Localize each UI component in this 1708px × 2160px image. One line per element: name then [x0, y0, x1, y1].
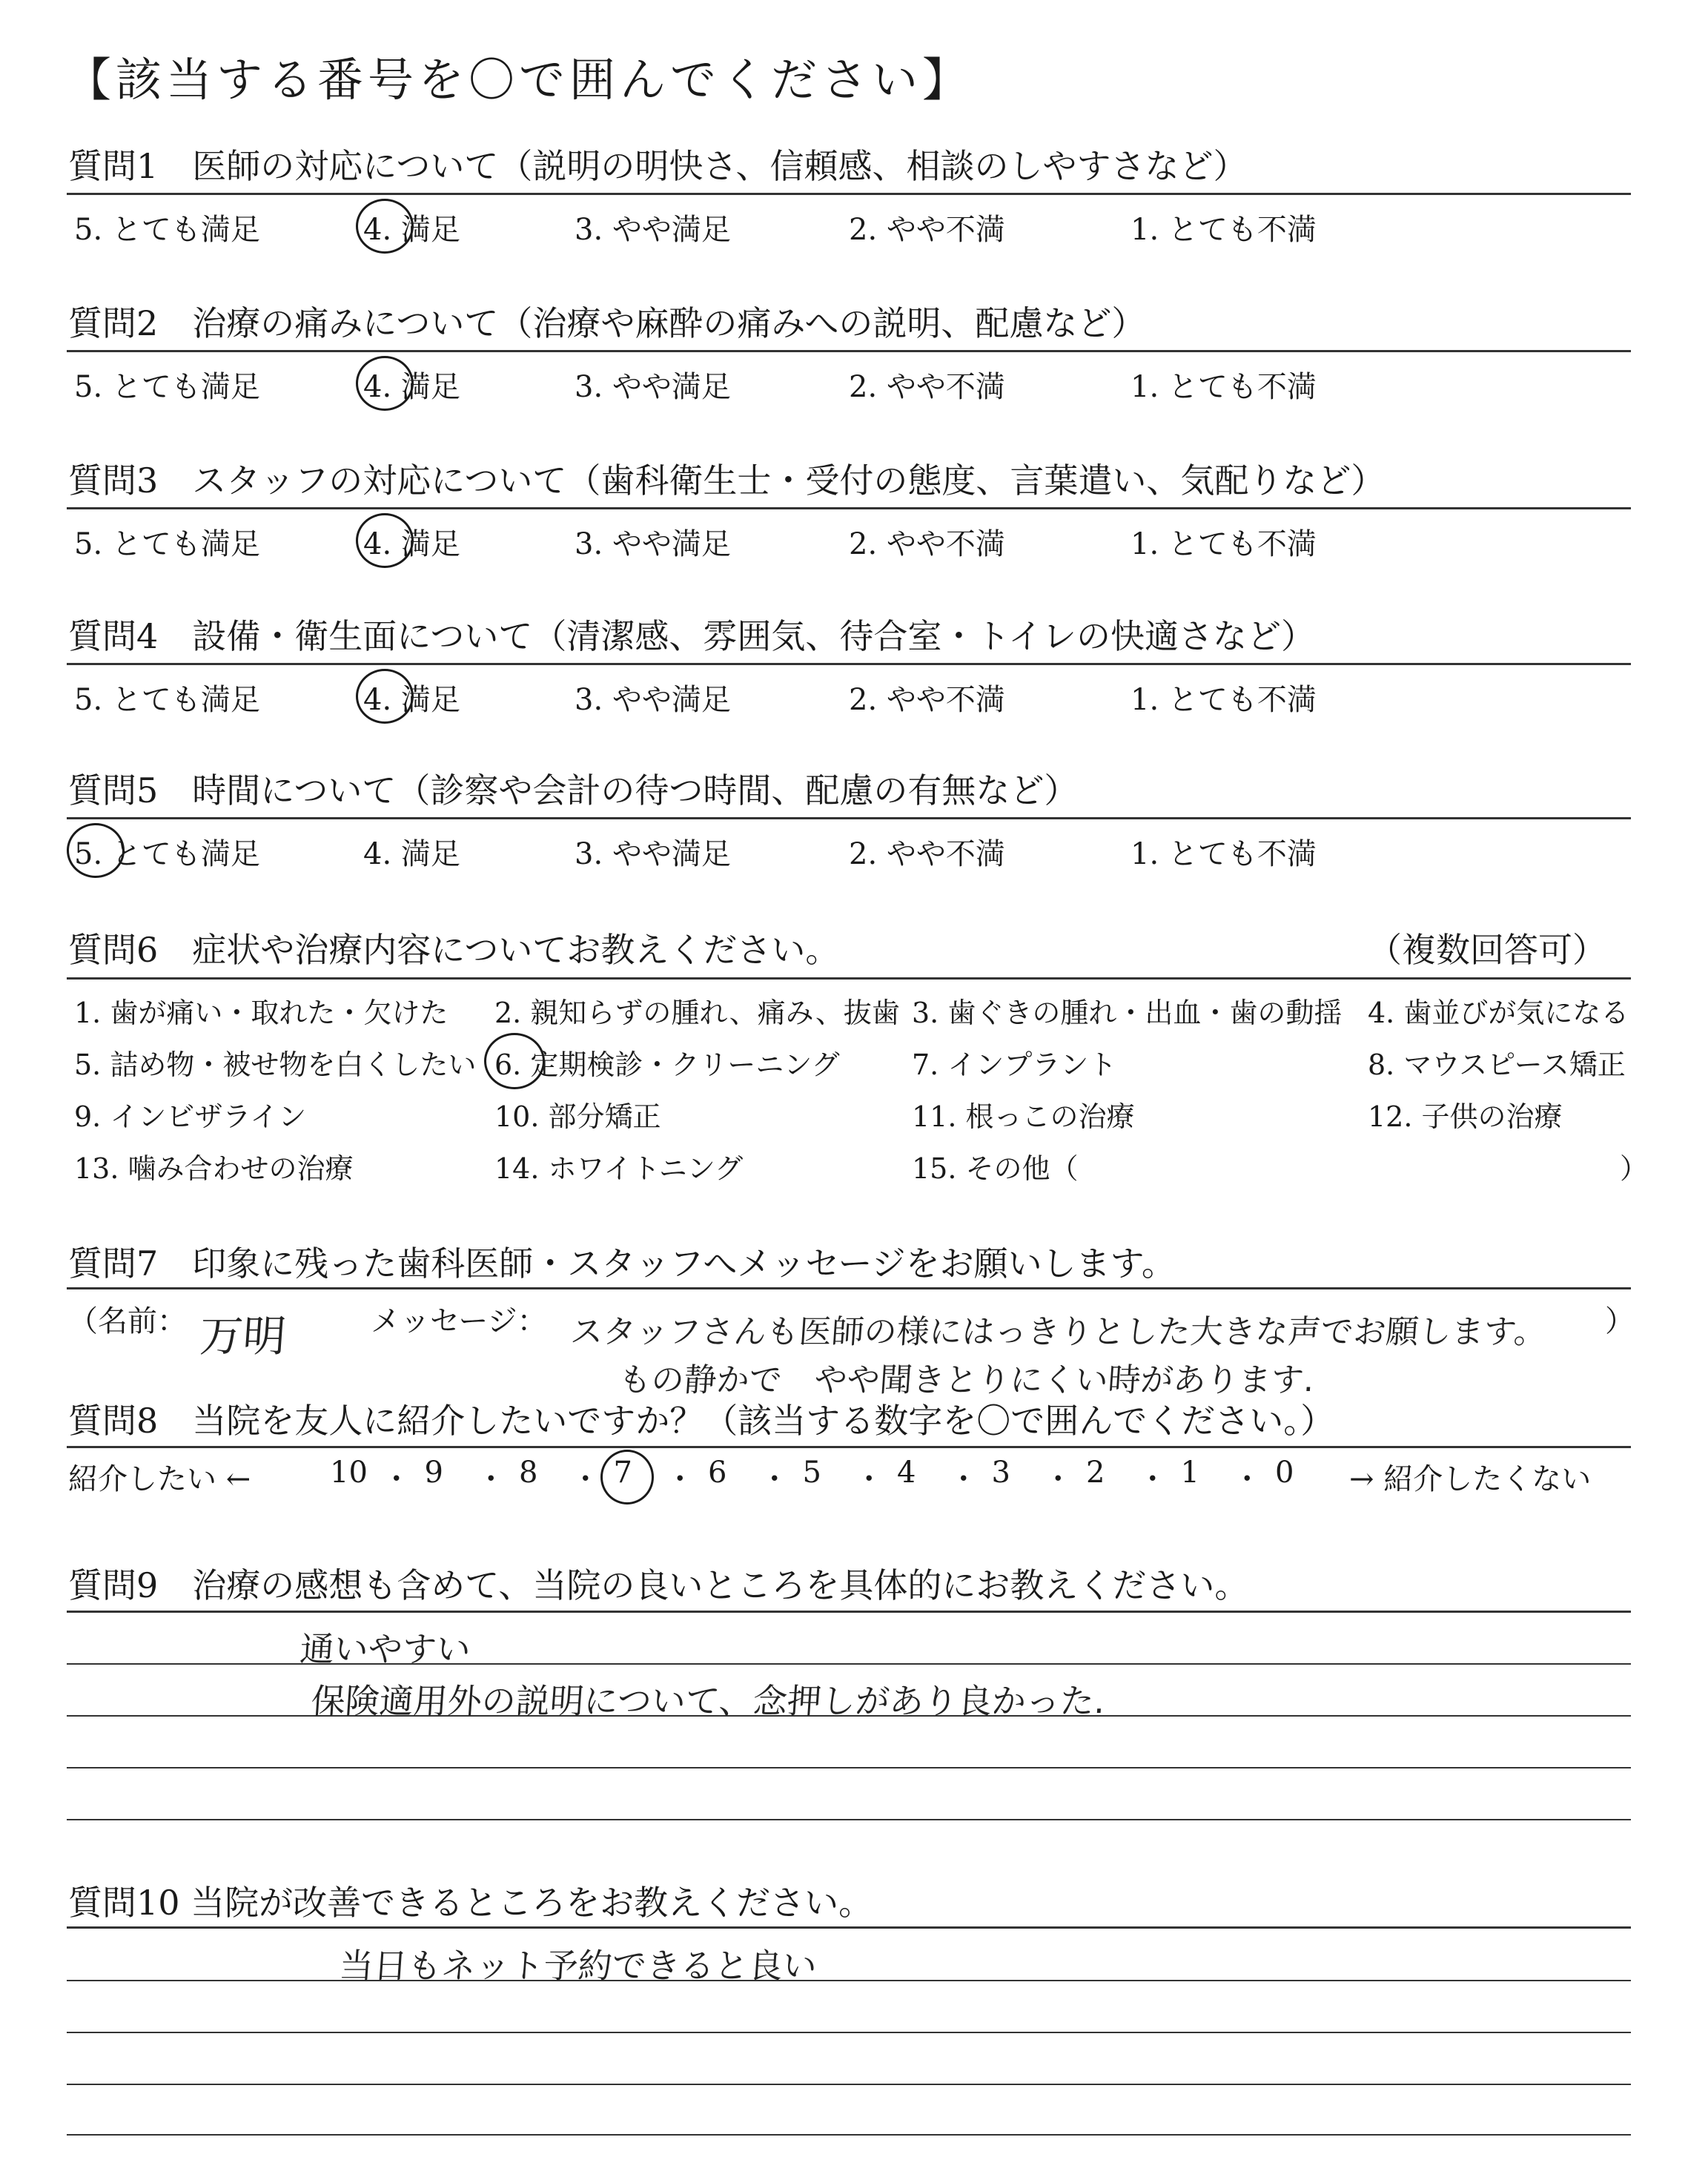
- q10-rule-3: [67, 2084, 1631, 2085]
- question-2-selection-circle: [356, 356, 414, 411]
- q7-heading: 質問7 印象に残った歯科医師・スタッフへメッセージをお願いします。: [68, 1244, 1176, 1284]
- q8-scale-value[interactable]: 5: [802, 1456, 821, 1490]
- question-3-option[interactable]: 3. やや満足: [575, 527, 731, 561]
- q7-underline: [67, 1287, 1631, 1289]
- question-2-option[interactable]: 3. やや満足: [575, 370, 731, 404]
- q9-underline: [67, 1611, 1631, 1613]
- q8-scale-separator: ・: [665, 1462, 695, 1496]
- question-5-option[interactable]: 5. とても満足: [74, 837, 260, 871]
- question-1-underline: [67, 193, 1631, 195]
- q8-scale-value[interactable]: 1: [1180, 1456, 1199, 1490]
- q6-choice[interactable]: ）: [1620, 1152, 1649, 1185]
- q6-choice[interactable]: 15. その他（: [912, 1152, 1079, 1185]
- q8-scale-value[interactable]: 4: [897, 1456, 916, 1490]
- q8-scale-separator: ・: [1232, 1462, 1262, 1496]
- q8-scale-separator: ・: [1043, 1462, 1073, 1496]
- question-4-heading: 質問4 設備・衛生面について（清潔感、雰囲気、待合室・トイレの快適さなど）: [68, 616, 1316, 656]
- q8-scale-separator: ・: [1137, 1462, 1168, 1496]
- q7-name-label: （名前：: [68, 1304, 187, 1338]
- question-2-option[interactable]: 5. とても満足: [74, 370, 260, 404]
- question-3-heading: 質問3 スタッフの対応について（歯科衛生士・受付の態度、言葉遣い、気配りなど）: [68, 460, 1386, 501]
- q8-scale-separator: ・: [476, 1462, 506, 1496]
- question-5-option[interactable]: 1. とても不満: [1131, 837, 1317, 871]
- q9-rule-4: [67, 1819, 1631, 1820]
- q6-selection-circle: [484, 1033, 545, 1089]
- q6-choice[interactable]: 1. 歯が痛い・取れた・欠けた: [74, 997, 448, 1029]
- q7-message-label: メッセージ：: [371, 1304, 547, 1338]
- q8-scale-value[interactable]: 9: [424, 1456, 443, 1490]
- q6-underline: [67, 977, 1631, 980]
- q8-scale-value[interactable]: 10: [330, 1456, 368, 1490]
- question-4-underline: [67, 663, 1631, 665]
- q6-choice[interactable]: 6. 定期検診・クリーニング: [494, 1048, 840, 1081]
- question-3-selection-circle: [356, 513, 414, 568]
- q7-name-value: 万明: [198, 1311, 288, 1361]
- q10-heading: 質問10 当院が改善できるところをお教えください。: [68, 1883, 873, 1923]
- question-2-option[interactable]: 4. 満足: [363, 370, 460, 404]
- q7-message-close: ）: [1605, 1304, 1635, 1338]
- q8-scale-value[interactable]: 2: [1086, 1456, 1105, 1490]
- question-5-underline: [67, 817, 1631, 819]
- question-2-heading: 質問2 治療の痛みについて（治療や麻酔の痛みへの説明、配慮など）: [68, 303, 1146, 343]
- question-5-heading: 質問5 時間について（診察や会計の待つ時間、配慮の有無など）: [68, 770, 1079, 810]
- q9-heading: 質問9 治療の感想も含めて、当院の良いところを具体的にお教えください。: [68, 1565, 1249, 1605]
- q8-scale-separator: ・: [948, 1462, 979, 1496]
- q6-choice[interactable]: 5. 詰め物・被せ物を白くしたい: [74, 1048, 477, 1081]
- q6-choice[interactable]: 3. 歯ぐきの腫れ・出血・歯の動揺: [912, 997, 1343, 1029]
- question-4-option[interactable]: 5. とても満足: [74, 683, 260, 717]
- q8-scale-value[interactable]: 6: [708, 1456, 727, 1490]
- question-5-option[interactable]: 4. 満足: [363, 837, 460, 871]
- question-1-option[interactable]: 3. やや満足: [575, 213, 731, 247]
- question-1-selection-circle: [356, 199, 414, 254]
- question-4-option[interactable]: 3. やや満足: [575, 683, 731, 717]
- question-5-option[interactable]: 2. やや不満: [849, 837, 1005, 871]
- q9-answer-line1: 通いやすい: [298, 1629, 472, 1669]
- q8-scale-value[interactable]: 0: [1275, 1456, 1294, 1490]
- q9-answer-line2: 保険適用外の説明について、念押しがあり良かった.: [309, 1681, 1107, 1721]
- q8-selection-circle: [600, 1450, 654, 1505]
- question-4-option[interactable]: 4. 満足: [363, 683, 460, 717]
- q8-scale-separator: ・: [570, 1462, 600, 1496]
- question-1-option[interactable]: 1. とても不満: [1131, 213, 1317, 247]
- question-1-heading: 質問1 医師の対応について（説明の明快さ、信頼感、相談のしやすさなど）: [68, 146, 1248, 186]
- q8-scale-separator: ・: [381, 1462, 411, 1496]
- q6-choice[interactable]: 7. インプラント: [912, 1048, 1117, 1081]
- q6-choice[interactable]: 10. 部分矯正: [494, 1100, 661, 1133]
- q6-choice[interactable]: 4. 歯並びが気になる: [1368, 997, 1629, 1029]
- q8-scale-value[interactable]: 8: [519, 1456, 538, 1490]
- q7-message-line2: もの静かで やや聞きとりにくい時があります.: [617, 1361, 1316, 1399]
- question-3-underline: [67, 507, 1631, 509]
- q9-rule-3: [67, 1767, 1631, 1768]
- q6-choice[interactable]: 2. 親知らずの腫れ、痛み、抜歯: [494, 997, 900, 1029]
- question-3-option[interactable]: 1. とても不満: [1131, 527, 1317, 561]
- q6-choice[interactable]: 14. ホワイトニング: [494, 1152, 744, 1185]
- question-2-underline: [67, 350, 1631, 352]
- q8-scale-separator: ・: [759, 1462, 790, 1496]
- q8-heading: 質問8 当院を友人に紹介したいですか？（該当する数字を〇で囲んでください。）: [68, 1401, 1335, 1441]
- q8-scale-separator: ・: [854, 1462, 884, 1496]
- q10-rule-1: [67, 1980, 1631, 1981]
- q10-rule-4: [67, 2134, 1631, 2136]
- q6-multi-note: （複数回答可）: [1368, 930, 1606, 970]
- q6-choice[interactable]: 12. 子供の治療: [1368, 1100, 1563, 1133]
- q10-underline: [67, 1926, 1631, 1929]
- question-2-option[interactable]: 2. やや不満: [849, 370, 1005, 404]
- question-1-option[interactable]: 2. やや不満: [849, 213, 1005, 247]
- q7-message-line1: スタッフさんも医師の様にはっきりとした大きな声でお願します。: [569, 1313, 1548, 1351]
- q8-scale-value[interactable]: 7: [613, 1456, 632, 1490]
- q10-rule-2: [67, 2032, 1631, 2033]
- question-4-selection-circle: [356, 669, 414, 724]
- question-3-option[interactable]: 5. とても満足: [74, 527, 260, 561]
- q8-right-label: → 紹介したくない: [1349, 1462, 1592, 1496]
- q6-choice[interactable]: 11. 根っこの治療: [912, 1100, 1135, 1133]
- question-5-selection-circle: [67, 823, 125, 878]
- question-1-option[interactable]: 4. 満足: [363, 213, 460, 247]
- page-title: 【該当する番号を〇で囲んでください】: [65, 53, 973, 107]
- q8-scale-value[interactable]: 3: [991, 1456, 1010, 1490]
- question-4-option[interactable]: 1. とても不満: [1131, 683, 1317, 717]
- q6-heading: 質問6 症状や治療内容についてお教えください。: [68, 930, 840, 970]
- question-2-option[interactable]: 1. とても不満: [1131, 370, 1317, 404]
- q8-left-label: 紹介したい ←: [68, 1462, 251, 1496]
- question-1-option[interactable]: 5. とても満足: [74, 213, 260, 247]
- q8-underline: [67, 1446, 1631, 1448]
- q10-answer-line1: 当日もネット予約できると良い: [337, 1946, 818, 1986]
- q6-choice[interactable]: 9. インビザライン: [74, 1100, 307, 1133]
- question-5-option[interactable]: 3. やや満足: [575, 837, 731, 871]
- q6-choice[interactable]: 8. マウスピース矯正: [1368, 1048, 1626, 1081]
- question-3-option[interactable]: 4. 満足: [363, 527, 460, 561]
- question-4-option[interactable]: 2. やや不満: [849, 683, 1005, 717]
- q6-choice[interactable]: 13. 噛み合わせの治療: [74, 1152, 354, 1185]
- question-3-option[interactable]: 2. やや不満: [849, 527, 1005, 561]
